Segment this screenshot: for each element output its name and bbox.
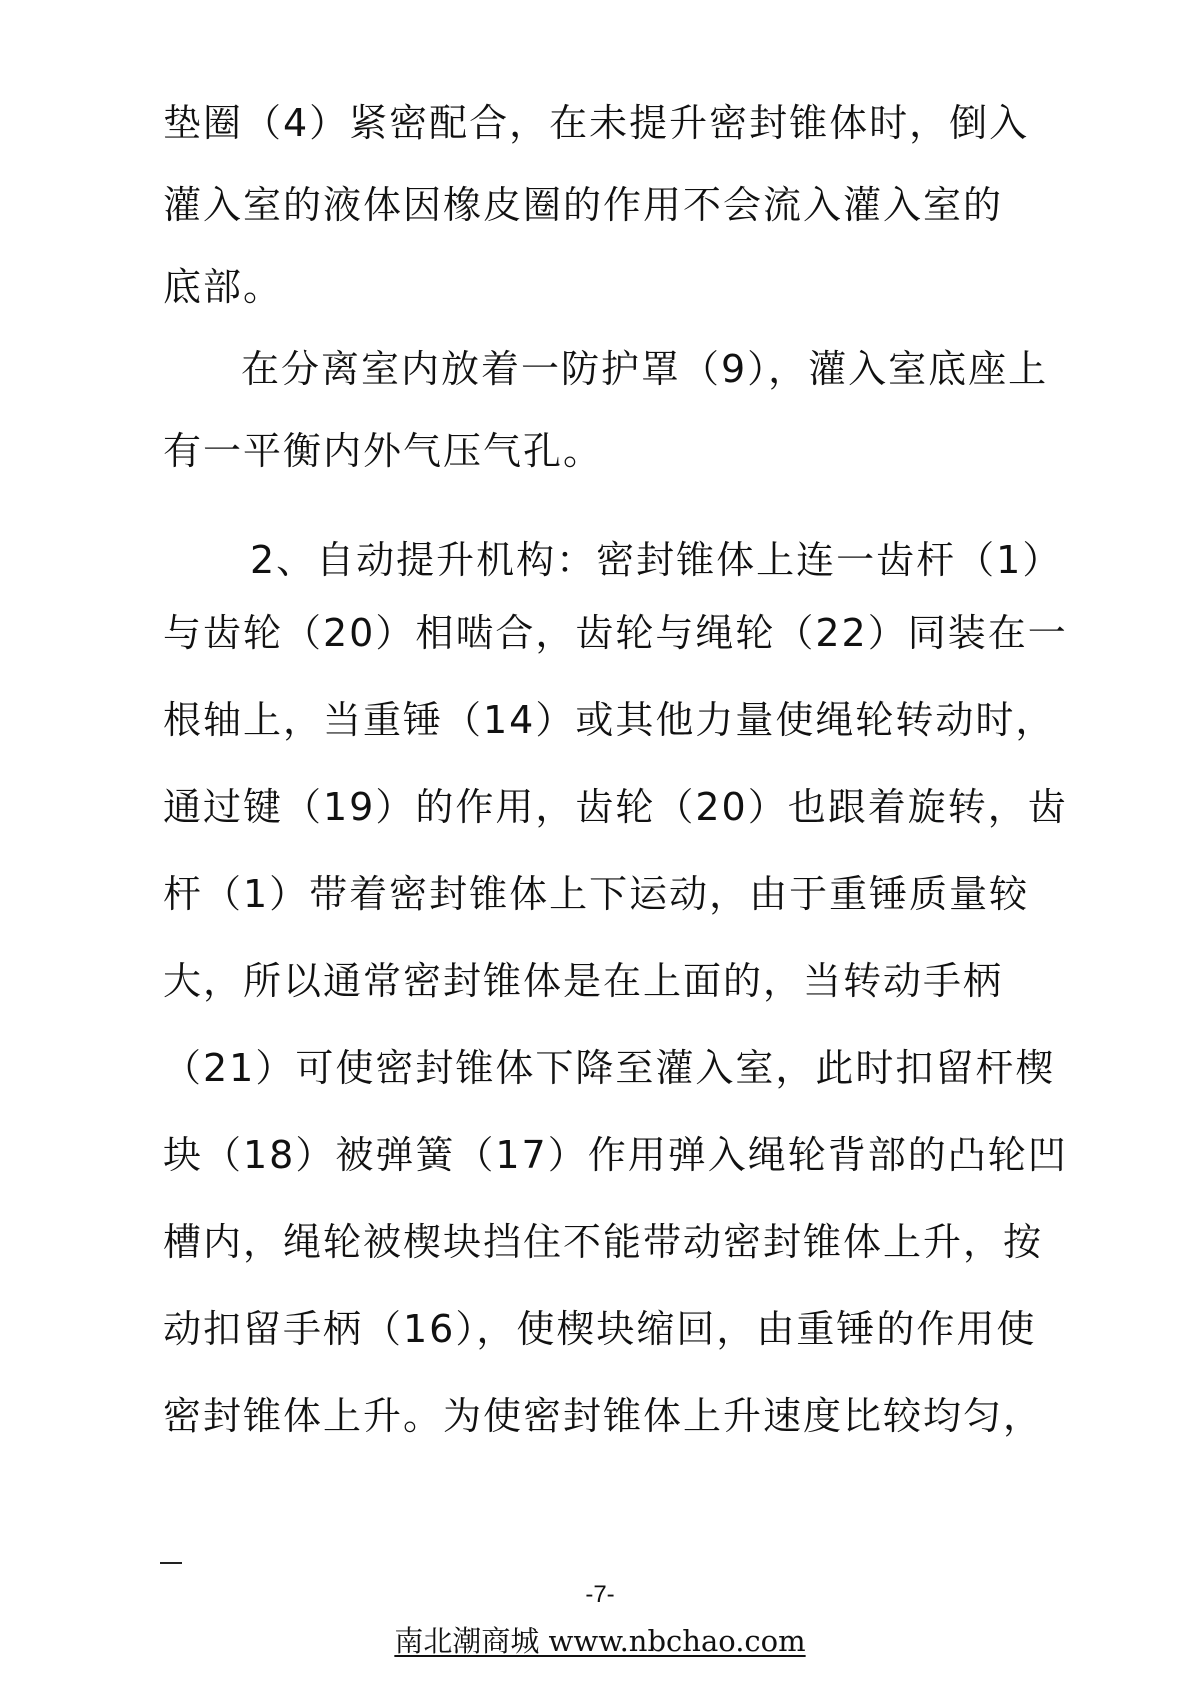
text-line-15: 动扣留手柄（16），使楔块缩回，由重锤的作用使 [163,1307,1037,1351]
text-line-4: 在分离室内放着一防护罩（9），灌入室底座上 [241,347,1049,391]
text-line-6: 2、自动提升机构：密封锥体上连一齿杆（1） [250,538,1063,582]
text-line-11: 大，所以通常密封锥体是在上面的，当转动手柄 [163,959,1004,1003]
text-line-3: 底部。 [163,265,284,309]
text-line-1: 垫圈（4）紧密配合，在未提升密封锥体时，倒入 [163,101,1030,145]
text-line-12: （21）可使密封锥体下降至灌入室，此时扣留杆楔 [163,1046,1056,1090]
page-number: -7- [585,1581,615,1608]
text-line-7: 与齿轮（20）相啮合，齿轮与绳轮（22）同装在一 [163,611,1068,655]
text-line-10: 杆（1）带着密封锥体上下运动，由于重锤质量较 [163,872,1030,916]
text-line-14: 槽内，绳轮被楔块挡住不能带动密封锥体上升，按 [163,1220,1044,1264]
text-line-2: 灌入室的液体因橡皮圈的作用不会流入灌入室的 [163,183,1004,227]
footer-brand-link[interactable]: 南北潮商城 www.nbchao.com [394,1624,806,1658]
footnote-separator [160,1562,182,1564]
footer-brand [0,1622,1200,1660]
text-line-13: 块（18）被弹簧（17）作用弹入绳轮背部的凸轮凹 [163,1133,1068,1177]
text-line-5: 有一平衡内外气压气孔。 [163,429,604,473]
text-line-8: 根轴上，当重锤（14）或其他力量使绳轮转动时， [163,698,1056,742]
text-line-16: 密封锥体上升。为使密封锥体上升速度比较均匀， [163,1394,1044,1438]
text-line-9: 通过键（19）的作用，齿轮（20）也跟着旋转，齿 [163,785,1068,829]
